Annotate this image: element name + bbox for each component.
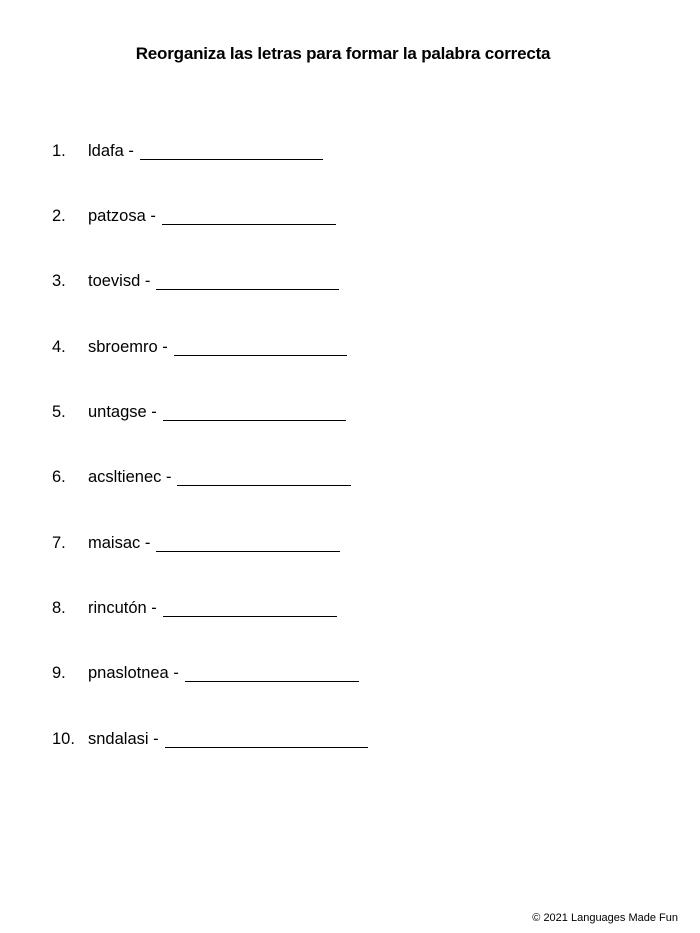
- answer-line[interactable]: [162, 223, 336, 225]
- scrambled-word-text: sndalasi -: [88, 730, 159, 748]
- scrambled-word: [88, 207, 336, 226]
- item-number: 2.: [52, 207, 66, 225]
- item-number: 7.: [52, 534, 66, 552]
- list-item: [0, 272, 700, 296]
- list-item: [0, 468, 700, 492]
- item-number: 1.: [52, 142, 66, 160]
- item-number: 5.: [52, 403, 66, 421]
- list-item: [0, 664, 700, 688]
- scrambled-word: [88, 599, 337, 618]
- scrambled-word-text: rincutón -: [88, 599, 157, 617]
- item-number: 6.: [52, 468, 66, 486]
- scrambled-word-text: pnaslotnea -: [88, 664, 179, 682]
- scrambled-word: [88, 730, 368, 749]
- scrambled-word-text: ldafa -: [88, 142, 134, 160]
- list-item: [0, 142, 700, 166]
- item-number: 10.: [52, 730, 75, 748]
- answer-line[interactable]: [165, 746, 368, 748]
- item-number: 9.: [52, 664, 66, 682]
- list-item: [0, 730, 700, 754]
- scrambled-word-text: untagse -: [88, 403, 157, 421]
- list-item: [0, 207, 700, 231]
- scrambled-word: [88, 664, 359, 683]
- answer-line[interactable]: [174, 354, 347, 356]
- list-item: [0, 534, 700, 558]
- item-number: 4.: [52, 338, 66, 356]
- scrambled-word: [88, 338, 347, 357]
- list-item: [0, 338, 700, 362]
- list-item: [0, 599, 700, 623]
- page-title: Reorganiza las letras para formar la palabra correcta: [135, 44, 551, 63]
- scrambled-word: [88, 403, 346, 422]
- scrambled-word: [88, 468, 351, 487]
- answer-line[interactable]: [185, 680, 359, 682]
- scrambled-word: [88, 142, 323, 161]
- answer-line[interactable]: [156, 288, 339, 290]
- scrambled-word-text: acsltienec -: [88, 468, 172, 486]
- item-number: 3.: [52, 272, 66, 290]
- answer-line[interactable]: [177, 484, 351, 486]
- scrambled-word: [88, 534, 340, 553]
- scrambled-word: [88, 272, 339, 291]
- answer-line[interactable]: [140, 158, 323, 160]
- scrambled-word-text: toevisd -: [88, 272, 151, 290]
- answer-line[interactable]: [163, 419, 346, 421]
- scrambled-word-text: maisac -: [88, 534, 151, 552]
- answer-line[interactable]: [156, 550, 340, 552]
- scrambled-word-text: sbroemro -: [88, 338, 168, 356]
- copyright-footer: © 2021 Languages Made Fun: [532, 912, 678, 924]
- answer-line[interactable]: [163, 615, 337, 617]
- list-item: [0, 403, 700, 427]
- scrambled-word-text: patzosa -: [88, 207, 156, 225]
- item-number: 8.: [52, 599, 66, 617]
